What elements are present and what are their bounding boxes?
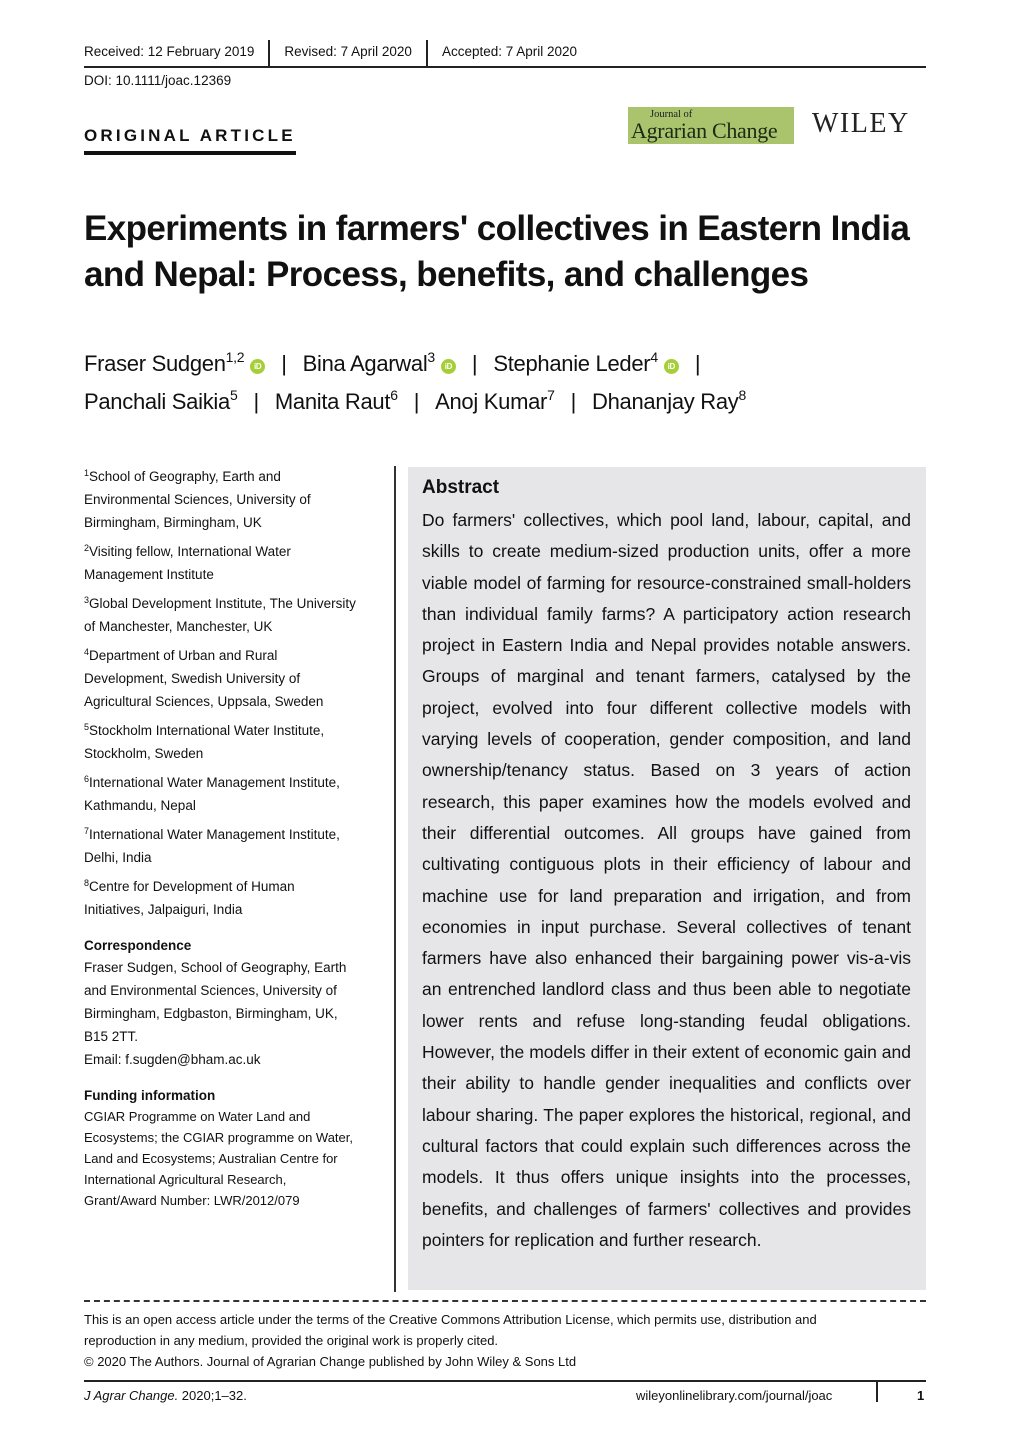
funding-body	[84, 1106, 384, 1211]
author-separator: |	[471, 351, 478, 376]
affiliation-line	[84, 771, 384, 794]
author-separator: |	[253, 389, 259, 414]
abstract-heading: Abstract	[422, 477, 500, 498]
revised-date: Revised: 7 April 2020	[284, 44, 412, 59]
author-separator: |	[570, 389, 576, 414]
author-row-1	[84, 345, 944, 383]
paper-title: Experiments in farmers' collectives in Eastern India and Nepal: Process, benefits, and challenges	[84, 209, 910, 294]
affiliation-text: International Water Management Institute,	[89, 827, 340, 842]
footer-rule	[84, 1380, 926, 1382]
affiliation-text: of Manchester, Manchester, UK	[84, 619, 273, 634]
author-row-2	[84, 383, 944, 421]
correspondence-line: B15 2TT.	[84, 1029, 139, 1044]
correspondence-email[interactable]: Email: f.sugden@bham.ac.uk	[84, 1052, 261, 1067]
article-type-label: ORIGINAL ARTICLE	[84, 126, 296, 155]
affiliation-line	[84, 592, 384, 615]
affiliation-number: 8	[84, 878, 90, 888]
affiliation-item	[84, 592, 384, 638]
author-separator: |	[694, 351, 701, 376]
affiliation-item	[84, 875, 384, 921]
affiliation-item	[84, 644, 384, 713]
author-separator: |	[281, 351, 287, 376]
affiliation-item	[84, 823, 384, 869]
affiliation-line	[84, 615, 384, 638]
affiliation-text: School of Geography, Earth and	[89, 469, 281, 484]
correspondence-line: and Environmental Sciences, University of	[84, 983, 337, 998]
abstract-box	[408, 467, 926, 1290]
column-divider	[394, 466, 396, 1292]
affiliation-text: Department of Urban and Rural	[89, 648, 278, 663]
affiliation-line	[84, 488, 384, 511]
affiliation-text: International Water Management Institute,	[89, 775, 340, 790]
copyright-line: © 2020 The Authors. Journal of Agrarian Change published by John Wiley & Sons Ltd	[84, 1354, 577, 1369]
affiliation-text: Agricultural Sciences, Uppsala, Sweden	[84, 694, 324, 709]
author[interactable]: Stephanie Leder$^4$	[493, 349, 658, 376]
affiliation-line	[84, 644, 384, 667]
affiliation-text: Initiatives, Jalpaiguri, India	[84, 902, 243, 917]
affiliation-number: 5	[84, 722, 90, 732]
journal-citation	[84, 1388, 247, 1403]
affiliation-text: Development, Swedish University of	[84, 671, 301, 686]
citation-details: 2020;1–32.	[178, 1388, 247, 1403]
author[interactable]: Manita Raut$^6$	[274, 387, 398, 414]
affiliation-text: Delhi, India	[84, 850, 152, 865]
affiliation-item	[84, 771, 384, 817]
orcid-icon[interactable]: iD	[441, 359, 456, 374]
affiliation-number: 6	[84, 774, 90, 784]
affiliation-number: 3	[84, 595, 90, 605]
affiliation-item	[84, 540, 384, 586]
orcid-icon[interactable]: iD	[250, 359, 265, 374]
journal-url-link[interactable]: wileyonlinelibrary.com/journal/joac	[636, 1388, 833, 1403]
correspondence-heading: Correspondence	[84, 938, 192, 953]
accepted-date: Accepted: 7 April 2020	[441, 44, 578, 59]
doi-link[interactable]: DOI: 10.1111/joac.12369	[84, 73, 232, 88]
affiliation-line	[84, 563, 384, 586]
affiliation-number: 1	[84, 468, 90, 478]
affiliation-text: Birmingham, Birmingham, UK	[84, 515, 262, 530]
affiliation-line	[84, 875, 384, 898]
funding-heading: Funding information	[84, 1088, 216, 1103]
affiliation-line	[84, 719, 384, 742]
license-line: reproduction in any medium, provided the original work is properly cited.	[84, 1333, 499, 1348]
affiliation-number: 4	[84, 647, 90, 657]
affiliation-line	[84, 898, 384, 921]
publication-dates	[84, 40, 926, 68]
affiliation-text: Environmental Sciences, University of	[84, 492, 311, 507]
funding-line: International Agricultural Research,	[84, 1172, 287, 1187]
correspondence-body	[84, 956, 384, 1071]
correspondence-line: Fraser Sudgen, School of Geography, Earth	[84, 960, 347, 975]
author-list	[84, 345, 944, 421]
affiliations-column	[84, 465, 384, 1211]
affiliation-line	[84, 690, 384, 713]
affiliation-text: Stockholm, Sweden	[84, 746, 204, 761]
author[interactable]: Anoj Kumar$^7$	[435, 387, 555, 414]
page-number-separator	[876, 1382, 878, 1402]
affiliation-text: Centre for Development of Human	[89, 879, 295, 894]
orcid-icon[interactable]: iD	[664, 359, 679, 374]
journal-logo-title: Agrarian Change	[631, 118, 778, 143]
affiliation-list	[84, 465, 384, 921]
license-line: This is an open access article under the terms of the Creative Commons Attribution License, which permits use, distribution and	[84, 1312, 817, 1327]
affiliation-text: Stockholm International Water Institute,	[89, 723, 325, 738]
funding-line: Ecosystems; the CGIAR programme on Water,	[84, 1130, 353, 1145]
affiliation-line	[84, 794, 384, 817]
affiliation-line	[84, 667, 384, 690]
funding-line: CGIAR Programme on Water Land and	[84, 1109, 311, 1124]
affiliation-text: Visiting fellow, International Water	[89, 544, 291, 559]
affiliation-item	[84, 719, 384, 765]
affiliation-text: Global Development Institute, The University	[89, 596, 356, 611]
journal-logo-small-text: Journal of	[650, 109, 693, 120]
affiliation-text: Management Institute	[84, 567, 214, 582]
affiliation-item	[84, 465, 384, 534]
funding-line: Grant/Award Number: LWR/2012/079	[84, 1193, 300, 1208]
license-notice	[84, 1309, 926, 1372]
affiliation-line	[84, 742, 384, 765]
affiliation-line	[84, 823, 384, 846]
author[interactable]: Fraser Sudgen$^{1,2}$	[84, 349, 245, 376]
affiliation-number: 7	[84, 826, 90, 836]
author[interactable]: Bina Agarwal$^3$	[302, 349, 435, 376]
journal-abbrev: J Agrar Change.	[84, 1388, 179, 1403]
affiliation-line	[84, 511, 384, 534]
affiliation-line	[84, 846, 384, 869]
received-date: Received: 12 February 2019	[84, 44, 255, 59]
author[interactable]: Dhananjay Ray$^8$	[591, 387, 747, 414]
affiliation-line	[84, 540, 384, 563]
abstract-text: Do farmers' collectives, which pool land, labour, capital, and skills to create medium-sized production units, offer a more viable model of farming for resource-constrained small-holders than individual family farms? A participatory action research project in Eastern India and Nepal provides notable answers. Groups of marginal and tenant farmers, catalysed by the project, evolved into four different collective models with varying levels of cooperation, gender composition, and land ownership/tenancy status. Based on 3 years of action research, this paper examines how the models evolved and their differential outcomes. All groups have gained from cultivating contiguous plots in their efficiency of labour and machine use for land preparation and irrigation, and from economies in input purchase. Several collectives of tenant farmers have also enhanced their bargaining power vis-a-vis an entrenched landlord class and thus been able to negotiate lower rents and refuse long-standing feudal obligations. However, the models differ in their extent of economic gain and their ability to handle gender inequalities and conflicts over labour sharing. The paper explores the historical, regional, and cultural factors that could explain such differences across the models. It thus offers unique insights into the processes, benefits, and challenges of farmers' collectives and provides pointers for replication and further research.	[422, 510, 911, 1250]
page-number: 1	[917, 1388, 925, 1403]
dashed-divider	[84, 1300, 926, 1302]
journal-logo	[628, 107, 794, 144]
affiliation-number: 2	[84, 543, 90, 553]
funding-line: Land and Ecosystems; Australian Centre for	[84, 1151, 338, 1166]
publisher-logo: WILEY	[812, 108, 910, 139]
affiliation-line	[84, 465, 384, 488]
author[interactable]: Panchali Saikia$^5$	[84, 387, 238, 414]
affiliation-text: Kathmandu, Nepal	[84, 798, 196, 813]
author-separator: |	[413, 389, 420, 414]
correspondence-line: Birmingham, Edgbaston, Birmingham, UK,	[84, 1006, 338, 1021]
